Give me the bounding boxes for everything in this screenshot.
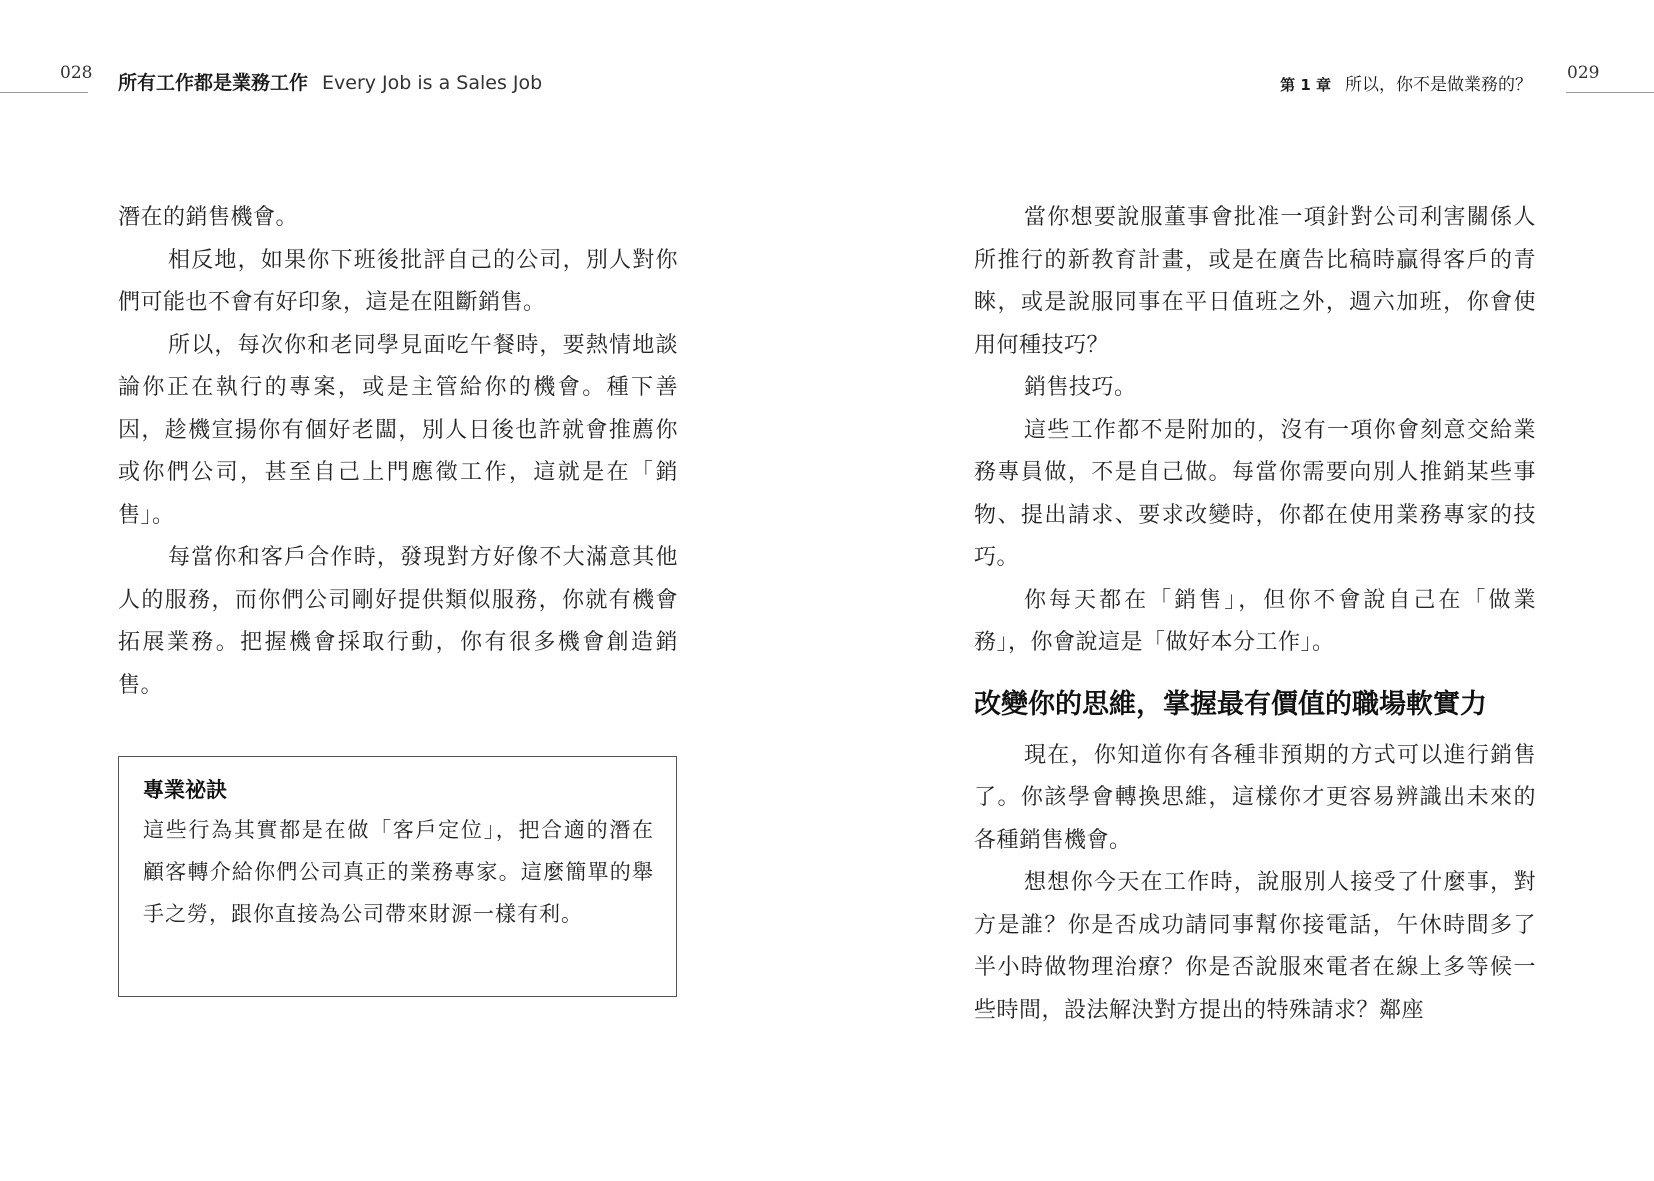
book-title: 所有工作都是業務工作: [118, 72, 309, 94]
pro-tip-title: 專業祕訣: [143, 778, 227, 802]
running-head-right: [1280, 70, 1532, 95]
left-header-rule: [0, 92, 88, 93]
pro-tip-body: 這些行為其實都是在做「客戶定位」，把合適的潛在顧客轉介給你們公司真正的業務專家。這麼簡單的舉手之勞，跟你直接為公司帶來財源一樣有利。: [143, 818, 654, 926]
right-paragraphs-after: [974, 735, 1536, 1033]
left-paragraph: 所以，每次你和老同學見面吃午餐時，要熱情地談論你正在執行的專案，或是主管給你的機會。種下善因，趁機宣揚你有個好老闆，別人日後也許就會推薦你或你們公司，甚至自己上門應徵工作，這就是在「銷售」。: [118, 332, 678, 528]
right-paragraph: 你每天都在「銷售」，但你不會說自己在「做業務」，你會說這是「做好本分工作」。: [974, 587, 1536, 655]
book-subtitle: Every Job is a Sales Job: [322, 72, 543, 94]
right-paragraph: 這些工作都不是附加的，沒有一項你會刻意交給業務專員做，不是自己做。每當你需要向別人推銷某些事物、提出請求、要求改變時，你都在使用業務專家的技巧。: [974, 417, 1536, 570]
left-page-number: 028: [60, 63, 93, 83]
right-page-body: [974, 197, 1536, 1032]
right-paragraph: 現在，你知道你有各種非預期的方式可以進行銷售了。你該學會轉換思維，這樣你才更容易辨識出未來的各種銷售機會。: [974, 742, 1536, 853]
left-paragraph: 潛在的銷售機會。: [118, 205, 299, 230]
pro-tip-box: [118, 756, 677, 997]
right-header-rule: [1566, 92, 1654, 93]
left-paragraph: 相反地，如果你下班後批評自己的公司，別人對你們可能也不會有好印象，這是在阻斷銷售。: [118, 247, 678, 315]
right-paragraphs-before: [974, 197, 1536, 665]
running-head-left: [118, 68, 542, 95]
right-paragraph: 當你想要說服董事會批准一項針對公司利害關係人所推行的新教育計畫，或是在廣告比稿時贏得客戶的青睞，或是說服同事在平日值班之外，週六加班，你會使用何種技巧？: [974, 205, 1536, 358]
chapter-label: 第 1 章: [1280, 76, 1331, 94]
left-page-body: [118, 197, 678, 707]
chapter-title: 所以，你不是做業務的？: [1345, 75, 1532, 95]
right-page-number: 029: [1567, 63, 1600, 83]
right-paragraph: 想想你今天在工作時，說服別人接受了什麼事，對方是誰？你是否成功請同事幫你接電話，午休時間多了半小時做物理治療？你是否說服來電者在線上多等候一些時間，設法解決對方提出的特殊請求？鄰座: [974, 870, 1536, 1023]
left-paragraph: 每當你和客戶合作時，發現對方好像不大滿意其他人的服務，而你們公司剛好提供類似服務，你就有機會拓展業務。把握機會採取行動，你有很多機會創造銷售。: [118, 545, 678, 698]
right-paragraph: 銷售技巧。: [1024, 375, 1137, 400]
section-heading: 改變你的思維，掌握最有價值的職場軟實力: [974, 688, 1487, 720]
